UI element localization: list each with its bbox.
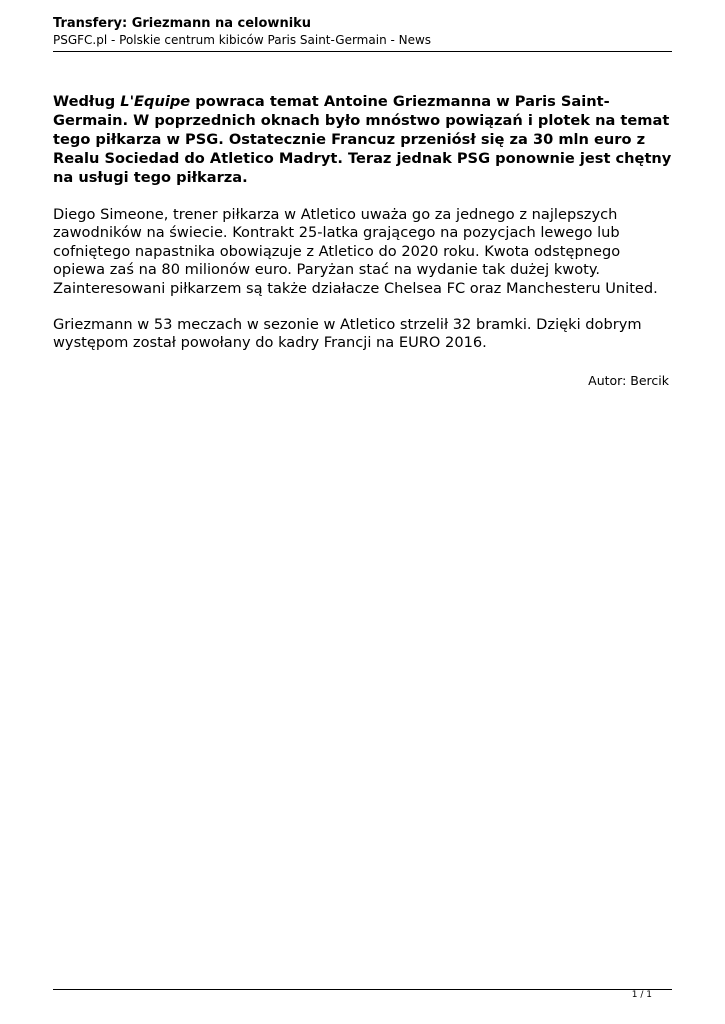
lead-prefix: Według [53, 93, 121, 110]
page-number: 1 / 1 [631, 990, 652, 1000]
article-paragraph: Griezmann w 53 meczach w sezonie w Atletico strzelił 32 bramki. Dzięki dobrym występom został powołany do kadry Francji na EURO 2016. [53, 316, 642, 352]
article-author: Autor: Bercik [588, 372, 669, 388]
header-divider [53, 51, 672, 52]
page-header [53, 15, 672, 48]
lead-text: powraca temat Antoine Griezmanna w Paris Saint-Germain. W poprzednich oknach było mnóstwo powiązań i plotek na temat tego piłkarza w PSG. Ostatecznie Francuz przeniósł się za 30 mln euro z Realu Sociedad do Atletico Madryt. Teraz jednak PSG ponownie jest chętny na usługi tego piłkarza. [53, 93, 672, 186]
site-subtitle: PSGFC.pl - Polskie centrum kibiców Paris Saint-Germain - News [53, 33, 432, 47]
article-title: Transfery: Griezmann na celowniku [53, 16, 312, 31]
footer-divider [53, 989, 672, 990]
lead-source: L'Equipe [120, 93, 191, 110]
article-body [53, 92, 672, 389]
article-lead [53, 92, 672, 187]
article-paragraph: Diego Simeone, trener piłkarza w Atletico uważa go za jednego z najlepszych zawodników na świecie. Kontrakt 25-latka grającego na pozycjach lewego lub cofniętego napastnika obowiązuje z Atletico do 2020 roku. Kwota odstępnego opiewa zaś na 80 milionów euro. Paryżan stać na wydanie tak dużej kwoty. Zainteresowani piłkarzem są także działacze Chelsea FC oraz Manchesteru United. [53, 206, 658, 297]
